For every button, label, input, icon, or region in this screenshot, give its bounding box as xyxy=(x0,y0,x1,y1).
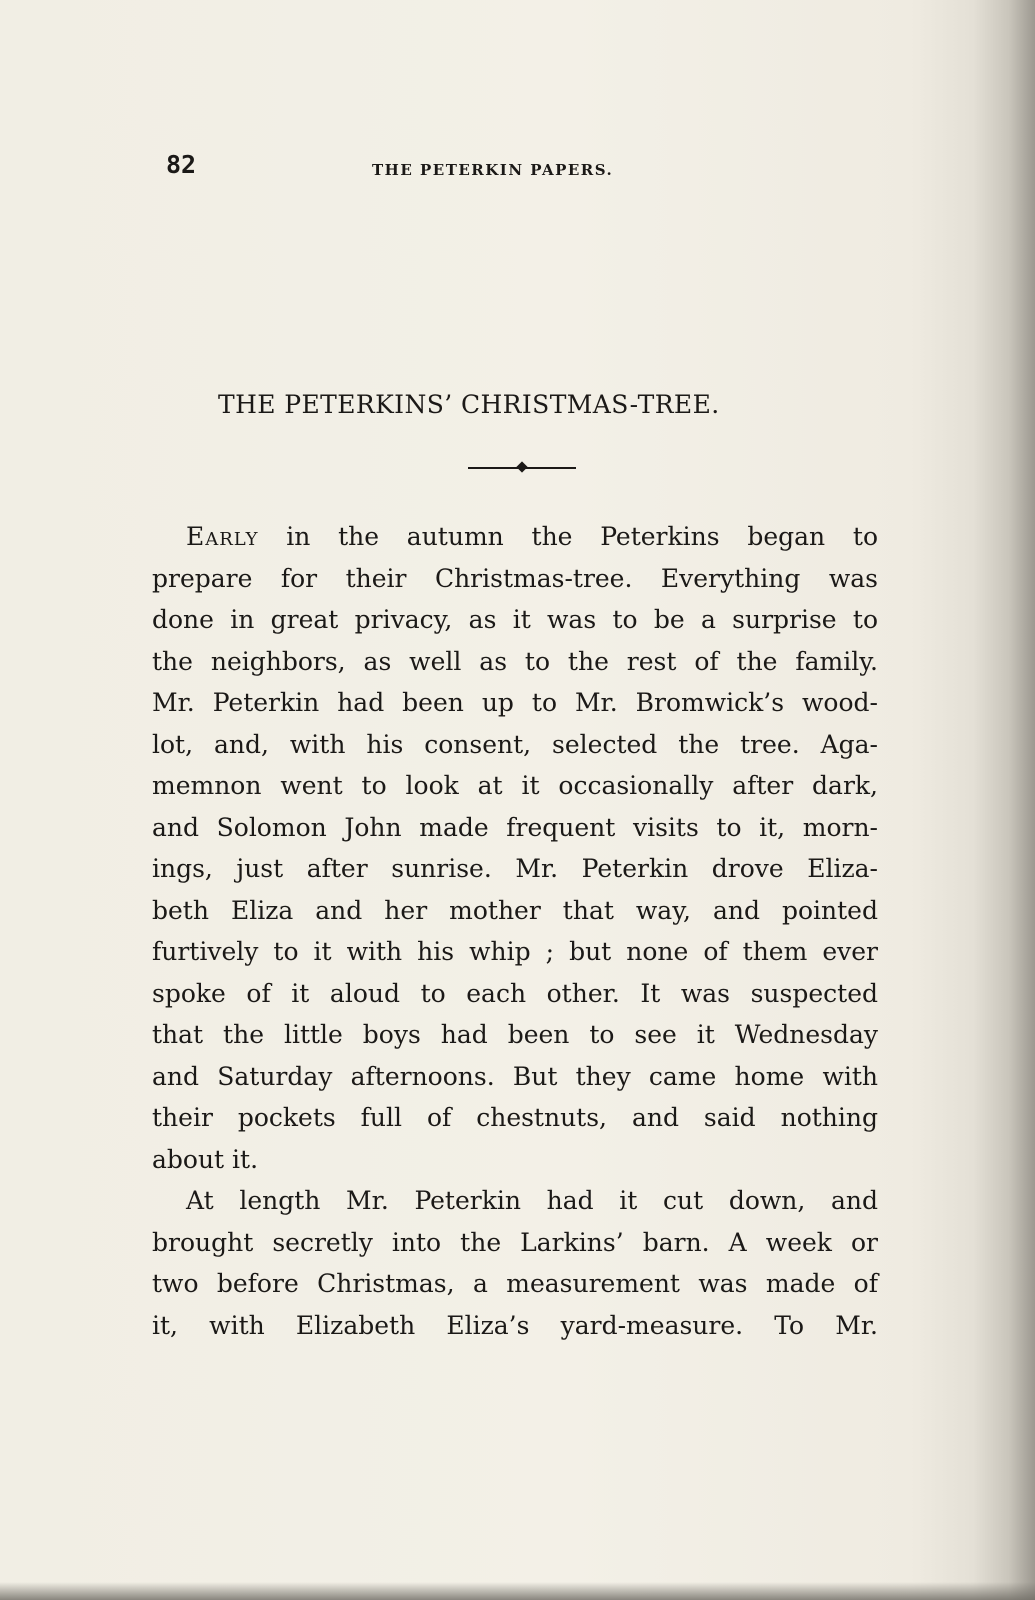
diamond-icon xyxy=(516,461,527,472)
running-head: THE PETERKIN PAPERS. xyxy=(372,161,614,179)
text-line: about it. xyxy=(152,1144,259,1174)
text-line: it, with Elizabeth Eliza’s yard-measure. To Mr. xyxy=(152,1310,878,1340)
text-line: spoke of it aloud to each other. It was suspected xyxy=(152,978,878,1008)
text-line: that the little boys had been to see it Wednesday xyxy=(152,1020,878,1049)
text-line: lot, and, with his consent, selected the tree. Aga- xyxy=(152,729,878,759)
text-line: beth Eliza and her mother that way, and pointed xyxy=(152,895,878,925)
text-line: Mr. Peterkin had been up to Mr. Bromwick’s wood- xyxy=(152,688,878,717)
text-line: memnon went to look at it occasionally after dark, xyxy=(152,771,878,800)
text-line: brought secretly into the Larkins’ barn. A week or xyxy=(152,1227,878,1257)
text-line: prepare for their Christmas-tree. Everything was xyxy=(152,563,878,593)
text-line: done in great privacy, as it was to be a surprise to xyxy=(152,605,878,634)
text-line: ings, just after sunrise. Mr. Peterkin drove Eliza- xyxy=(152,854,878,883)
text-line: their pockets full of chestnuts, and said nothing xyxy=(152,1103,878,1132)
ornament-divider xyxy=(468,461,576,473)
text-line: furtively to it with his whip ; but none of them ever xyxy=(152,937,878,966)
text-line: two before Christmas, a measurement was made of xyxy=(152,1269,878,1298)
page-bottom-edge xyxy=(0,1582,1035,1600)
text-line: the neighbors, as well as to the rest of the family. xyxy=(152,646,878,676)
page-number: 82 xyxy=(166,150,197,179)
text-line: At length Mr. Peterkin had it cut down, and xyxy=(186,1186,878,1215)
text-line: and Solomon John made frequent visits to it, morn- xyxy=(152,812,878,842)
text-line xyxy=(152,516,878,558)
body-text xyxy=(152,516,878,1346)
text-line: and Saturday afternoons. But they came home with xyxy=(152,1061,878,1091)
text-line-content: in the autumn the Peterkins began to xyxy=(258,522,878,551)
opening-word: Early xyxy=(186,522,259,551)
chapter-title: THE PETERKINS’ CHRISTMAS-TREE. xyxy=(218,390,720,419)
